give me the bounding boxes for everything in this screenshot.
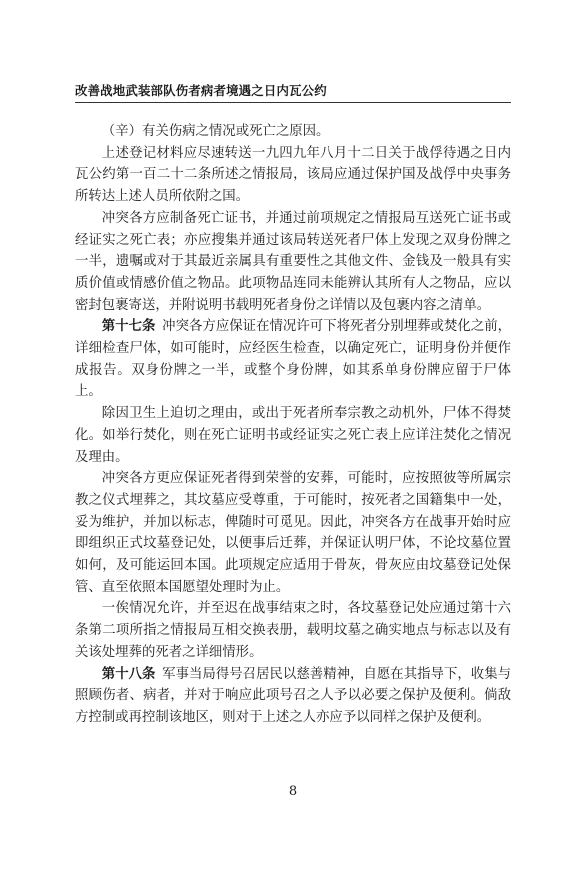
article-paragraph: [75, 664, 511, 729]
paragraph: [75, 143, 511, 208]
paragraph: [75, 403, 511, 468]
article-number: 第十七条: [101, 319, 156, 335]
paragraph: [75, 121, 511, 143]
paragraph-text: 军事当局得号召居民以慈善精神，自愿在其指导下，收集与照顾伤者、病者，并对于响应此项号召之人予以必要之保护及便利。倘敌方控制或再控制该地区，则对于上述之人亦应予以同样之保护及便利。: [75, 666, 512, 725]
paragraph-text: 上述登记材料应尽速转送一九四九年八月十二日关于战俘待遇之日内瓦公约第一百二十二条所述之情报局，该局应通过保护国及战俘中央事务所转达上述人员所依附之国。: [75, 145, 511, 205]
paragraph: [75, 208, 511, 317]
paragraph: [75, 468, 511, 598]
paragraph-text: 冲突各方应制备死亡证书，并通过前项规定之情报局互送死亡证书或经证实之死亡表；亦应搜集并通过该局转送死者尸体上发现之双身份牌之一半，遗嘱或对于其最近亲属具有重要性之其他文件、金钱及一般具有实质价值或情感价值之物品。此项物品连同未能辨认其所有人之物品，应以密封包裹寄送，并附说明书载明死者身份之详情以及包裹内容之清单。: [75, 210, 511, 313]
running-header: 改善战地武装部队伤者病者境遇之日内瓦公约: [75, 83, 327, 98]
article-paragraph: [75, 316, 511, 403]
page-number: 8: [288, 784, 298, 799]
paragraph-text: （辛）有关伤病之情况或死亡之原因。: [101, 124, 330, 139]
header-divider: [75, 102, 511, 103]
paragraph-text: 冲突各方更应保证死者得到荣誉的安葬，可能时，应按照彼等所属宗教之仪式埋葬之，其坟墓应受尊重，于可能时，按死者之国籍集中一处，妥为维护，并加以标志，俾随时可觅见。因此，冲突各方在战事开始时应即组织正式坟墓登记处，以便事后迁葬，并保证认明尸体，不论坟墓位置如何，及可能运回本国。此项规定应适用于骨灰，骨灰应由坟墓登记处保管、直至依照本国愿望处理时为止。: [75, 471, 511, 595]
paragraph: [75, 598, 511, 663]
paragraph-text: 一俟情况允许，并至迟在战事结束之时，各坟墓登记处应通过第十六条第二项所指之情报局互相交换表册，载明坟墓之确实地点与标志以及有关该处埋葬的死者之详细情形。: [75, 601, 511, 660]
article-number: 第十八条: [101, 666, 156, 682]
paragraph-text: 冲突各方应保证在情况许可下将死者分别埋葬或焚化之前，详细检查尸体，如可能时，应经医生检查，以确定死亡，证明身份并便作成报告。双身份牌之一半，或整个身份牌，如其系单身份牌应留于尸体上。: [75, 319, 512, 400]
paragraph-text: 除因卫生上迫切之理由，或出于死者所奉宗教之动机外，尸体不得焚化。如举行焚化，则在死亡证明书或经证实之死亡表上应详注焚化之情况及理由。: [75, 406, 511, 465]
document-body: [75, 121, 511, 729]
